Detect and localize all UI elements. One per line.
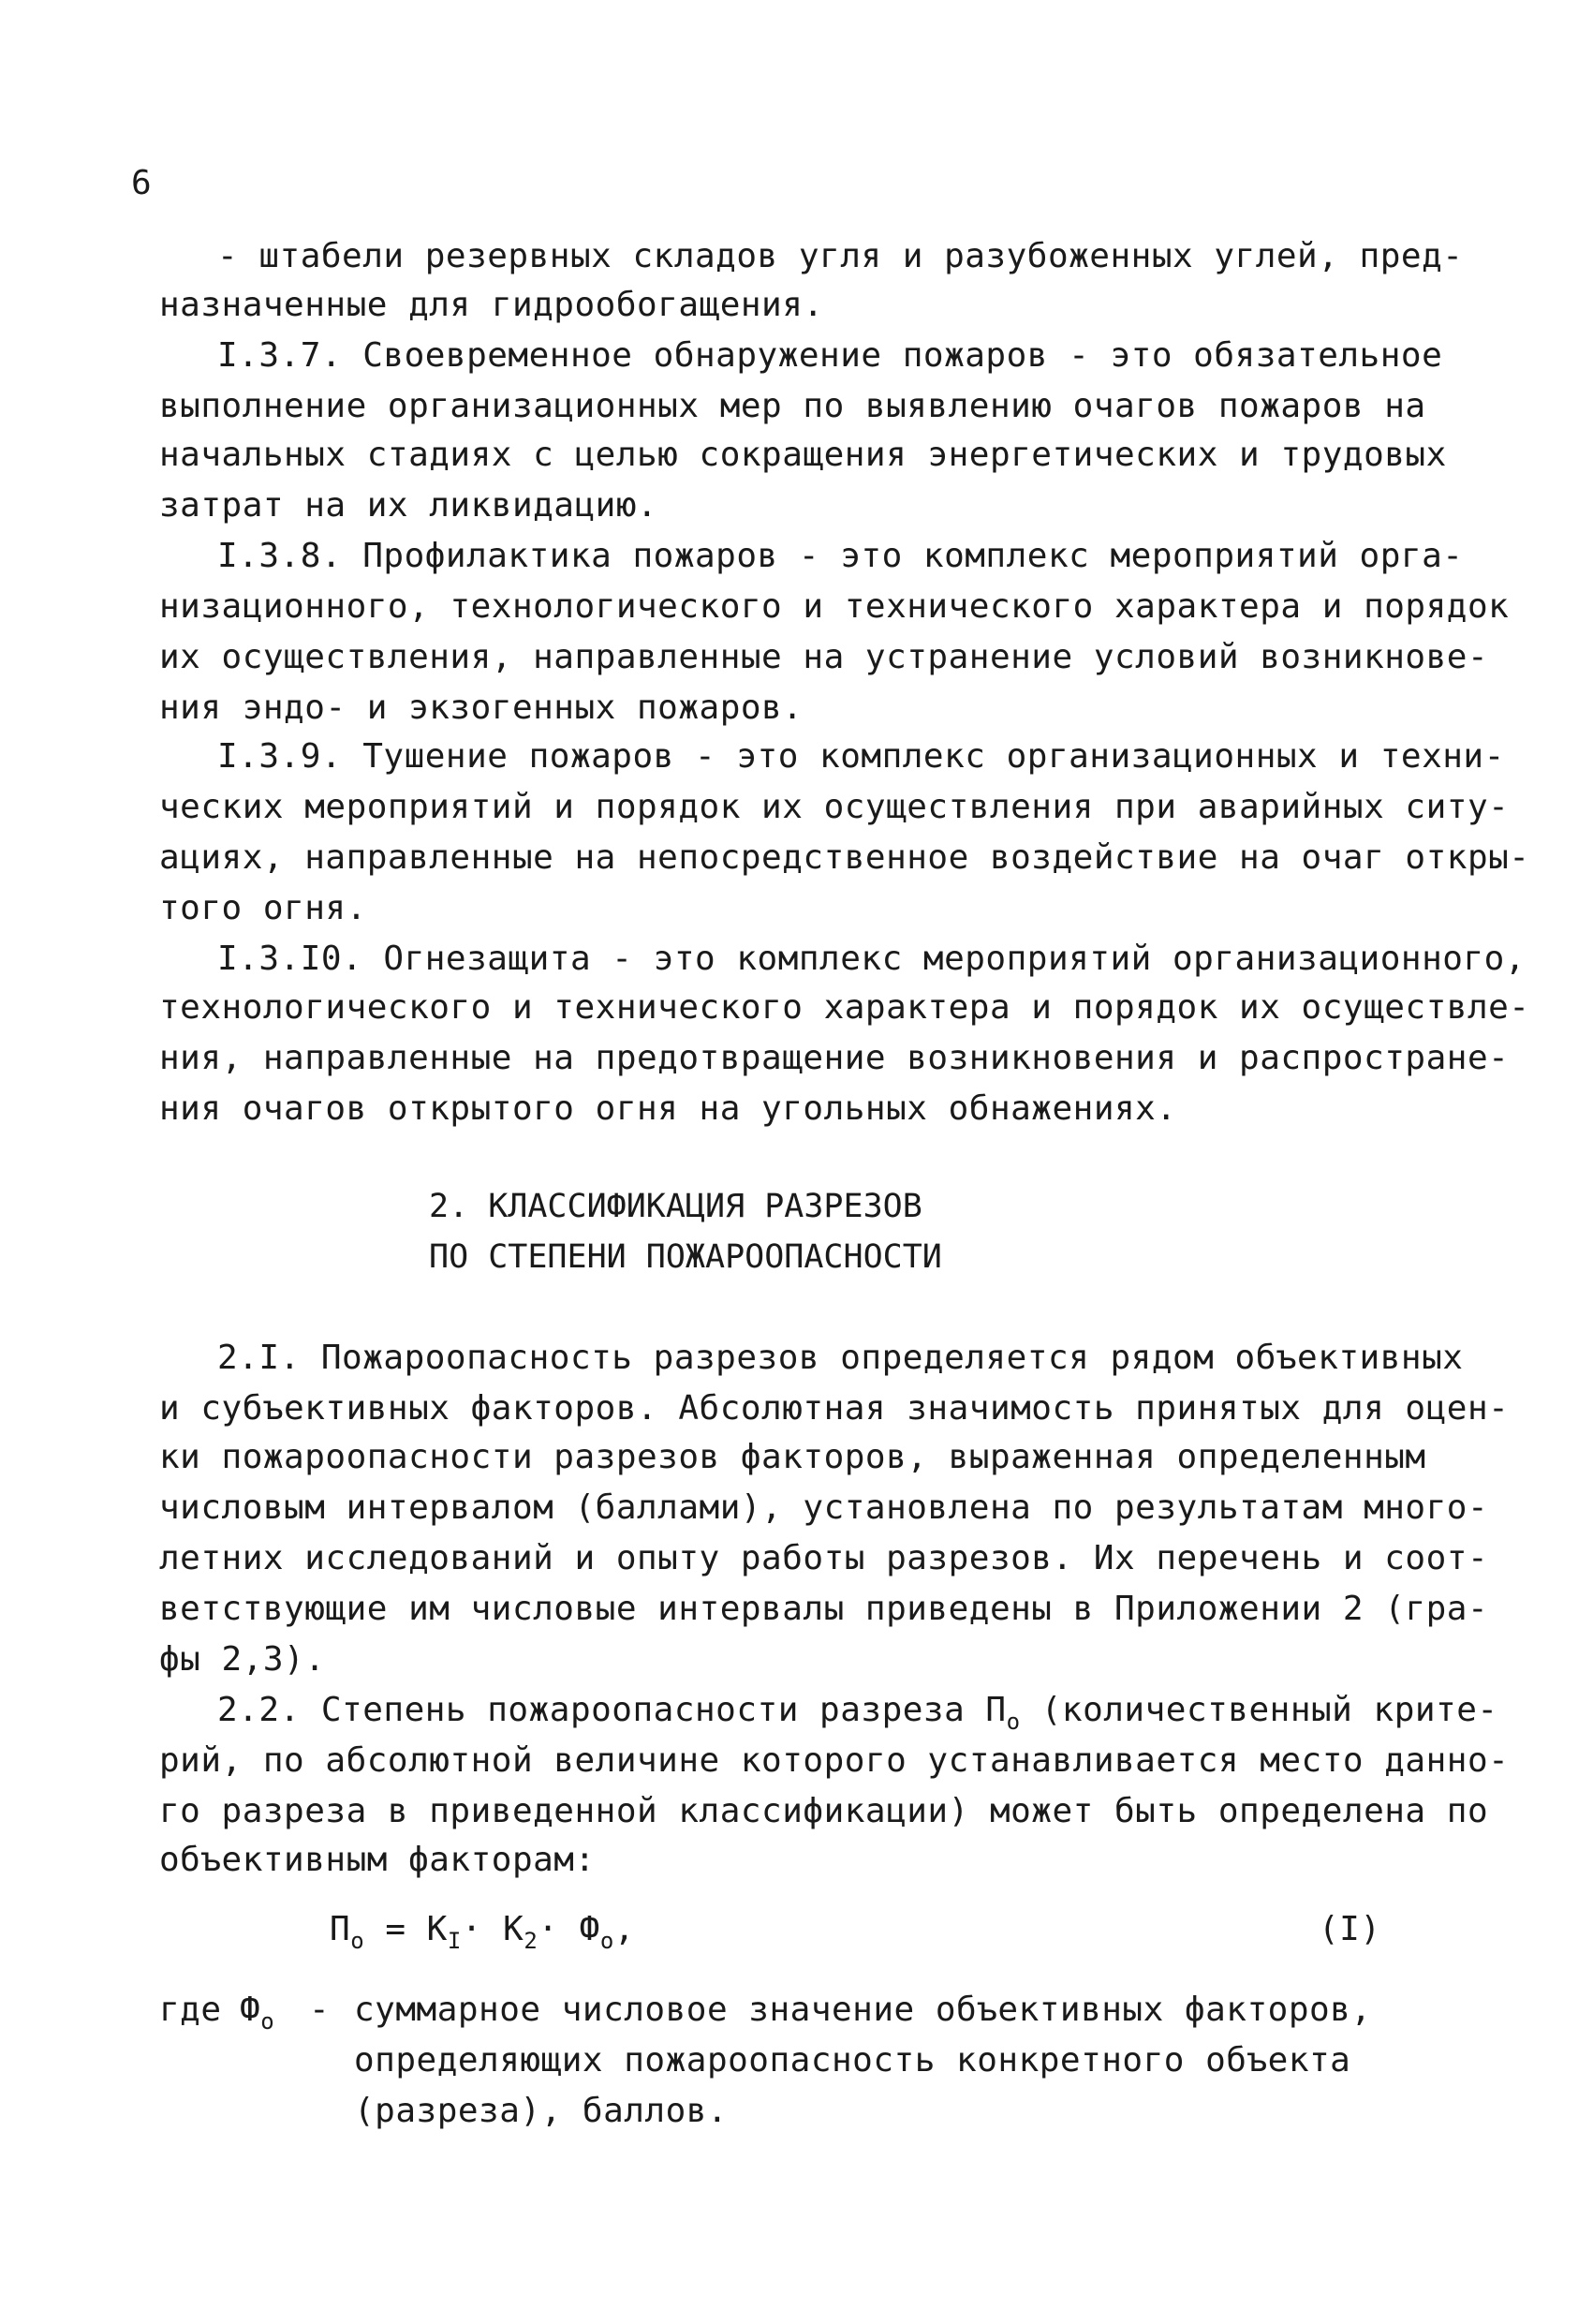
text-line: летних исследований и опыту работы разрезов. Их перечень и соот- xyxy=(159,1539,1489,1577)
page-number: 6 xyxy=(131,164,153,202)
section-heading: 2. КЛАССИФИКАЦИЯ РАЗРЕЗОВ xyxy=(429,1188,922,1225)
text-line: рий, по абсолютной величине которого устанавливается место данно- xyxy=(159,1741,1510,1780)
text-line: I.3.8. Профилактика пожаров - это комплекс мероприятий орга- xyxy=(217,537,1464,575)
text-line: ветствующие им числовые интервалы приведены в Приложении 2 (гра- xyxy=(159,1590,1489,1628)
text-line: - штабели резервных складов угля и разубоженных углей, пред- xyxy=(217,237,1464,275)
text-line: объективным факторам: xyxy=(159,1841,596,1879)
text-line: го разреза в приведенной классификации) может быть определена по xyxy=(159,1792,1489,1830)
where-label: где xyxy=(159,1991,222,2029)
text-line: 2.I. Пожароопасность разрезов определяется рядом объективных xyxy=(217,1339,1464,1377)
text-line: ния очагов открытого огня на угольных обнажениях. xyxy=(159,1089,1177,1128)
text-line: определяющих пожароопасность конкретного объекта xyxy=(354,2041,1351,2080)
text-line: ния, направленные на предотвращение возникновения и распростране- xyxy=(159,1039,1510,1077)
text-line: их осуществления, направленные на устранение условий возникнове- xyxy=(159,638,1489,676)
text-line: 2.2. Степень пожароопасности разреза $П_о$ (количественный крите- xyxy=(217,1691,1498,1735)
text-line: (разреза), баллов. xyxy=(354,2092,729,2130)
section-heading: ПО СТЕПЕНИ ПОЖАРООПАСНОСТИ xyxy=(429,1238,942,1276)
where-symbol: $Ф_о$ xyxy=(240,1991,275,2035)
text-line: низационного, технологического и технического характера и порядок xyxy=(159,587,1510,626)
text-line: того огня. xyxy=(159,889,367,927)
text-line: I.3.9. Тушение пожаров - это комплекс организационных и техни- xyxy=(217,737,1505,776)
text-line: и субъективных факторов. Абсолютная значимость принятых для оцен- xyxy=(159,1389,1510,1428)
text-line: ческих мероприятий и порядок их осуществления при аварийных ситу- xyxy=(159,788,1510,826)
where-dash: - xyxy=(309,1991,331,2029)
text-line: ки пожароопасности разрезов факторов, выраженная определенным xyxy=(159,1438,1426,1476)
text-line: затрат на их ликвидацию. xyxy=(159,486,658,525)
text-line: I.3.7. Своевременное обнаружение пожаров - это обязательное xyxy=(217,336,1443,375)
formula-number: (I) xyxy=(1319,1910,1381,1948)
text-line: начальных стадиях с целью сокращения энергетических и трудовых xyxy=(159,436,1447,474)
text-line: выполнение организационных мер по выявлению очагов пожаров на xyxy=(159,387,1426,425)
text-line: ния эндо- и экзогенных пожаров. xyxy=(159,688,804,727)
text-line: технологического и технического характера и порядок их осуществле- xyxy=(159,988,1530,1027)
text-line: числовым интервалом (баллами), установлена по результатам много- xyxy=(159,1488,1489,1527)
text-line: назначенные для гидрообогащения. xyxy=(159,286,824,324)
text-line: ациях, направленные на непосредственное воздействие на очаг откры- xyxy=(159,838,1530,877)
text-line: фы 2,3). xyxy=(159,1640,326,1679)
text-line: I.3.I0. Огнезащита - это комплекс мероприятий организационного, xyxy=(217,940,1526,978)
text-line: суммарное числовое значение объективных факторов, xyxy=(354,1991,1372,2029)
formula: $П_о = К_I\cdot К_2\cdot Ф_о$, xyxy=(330,1910,635,1954)
